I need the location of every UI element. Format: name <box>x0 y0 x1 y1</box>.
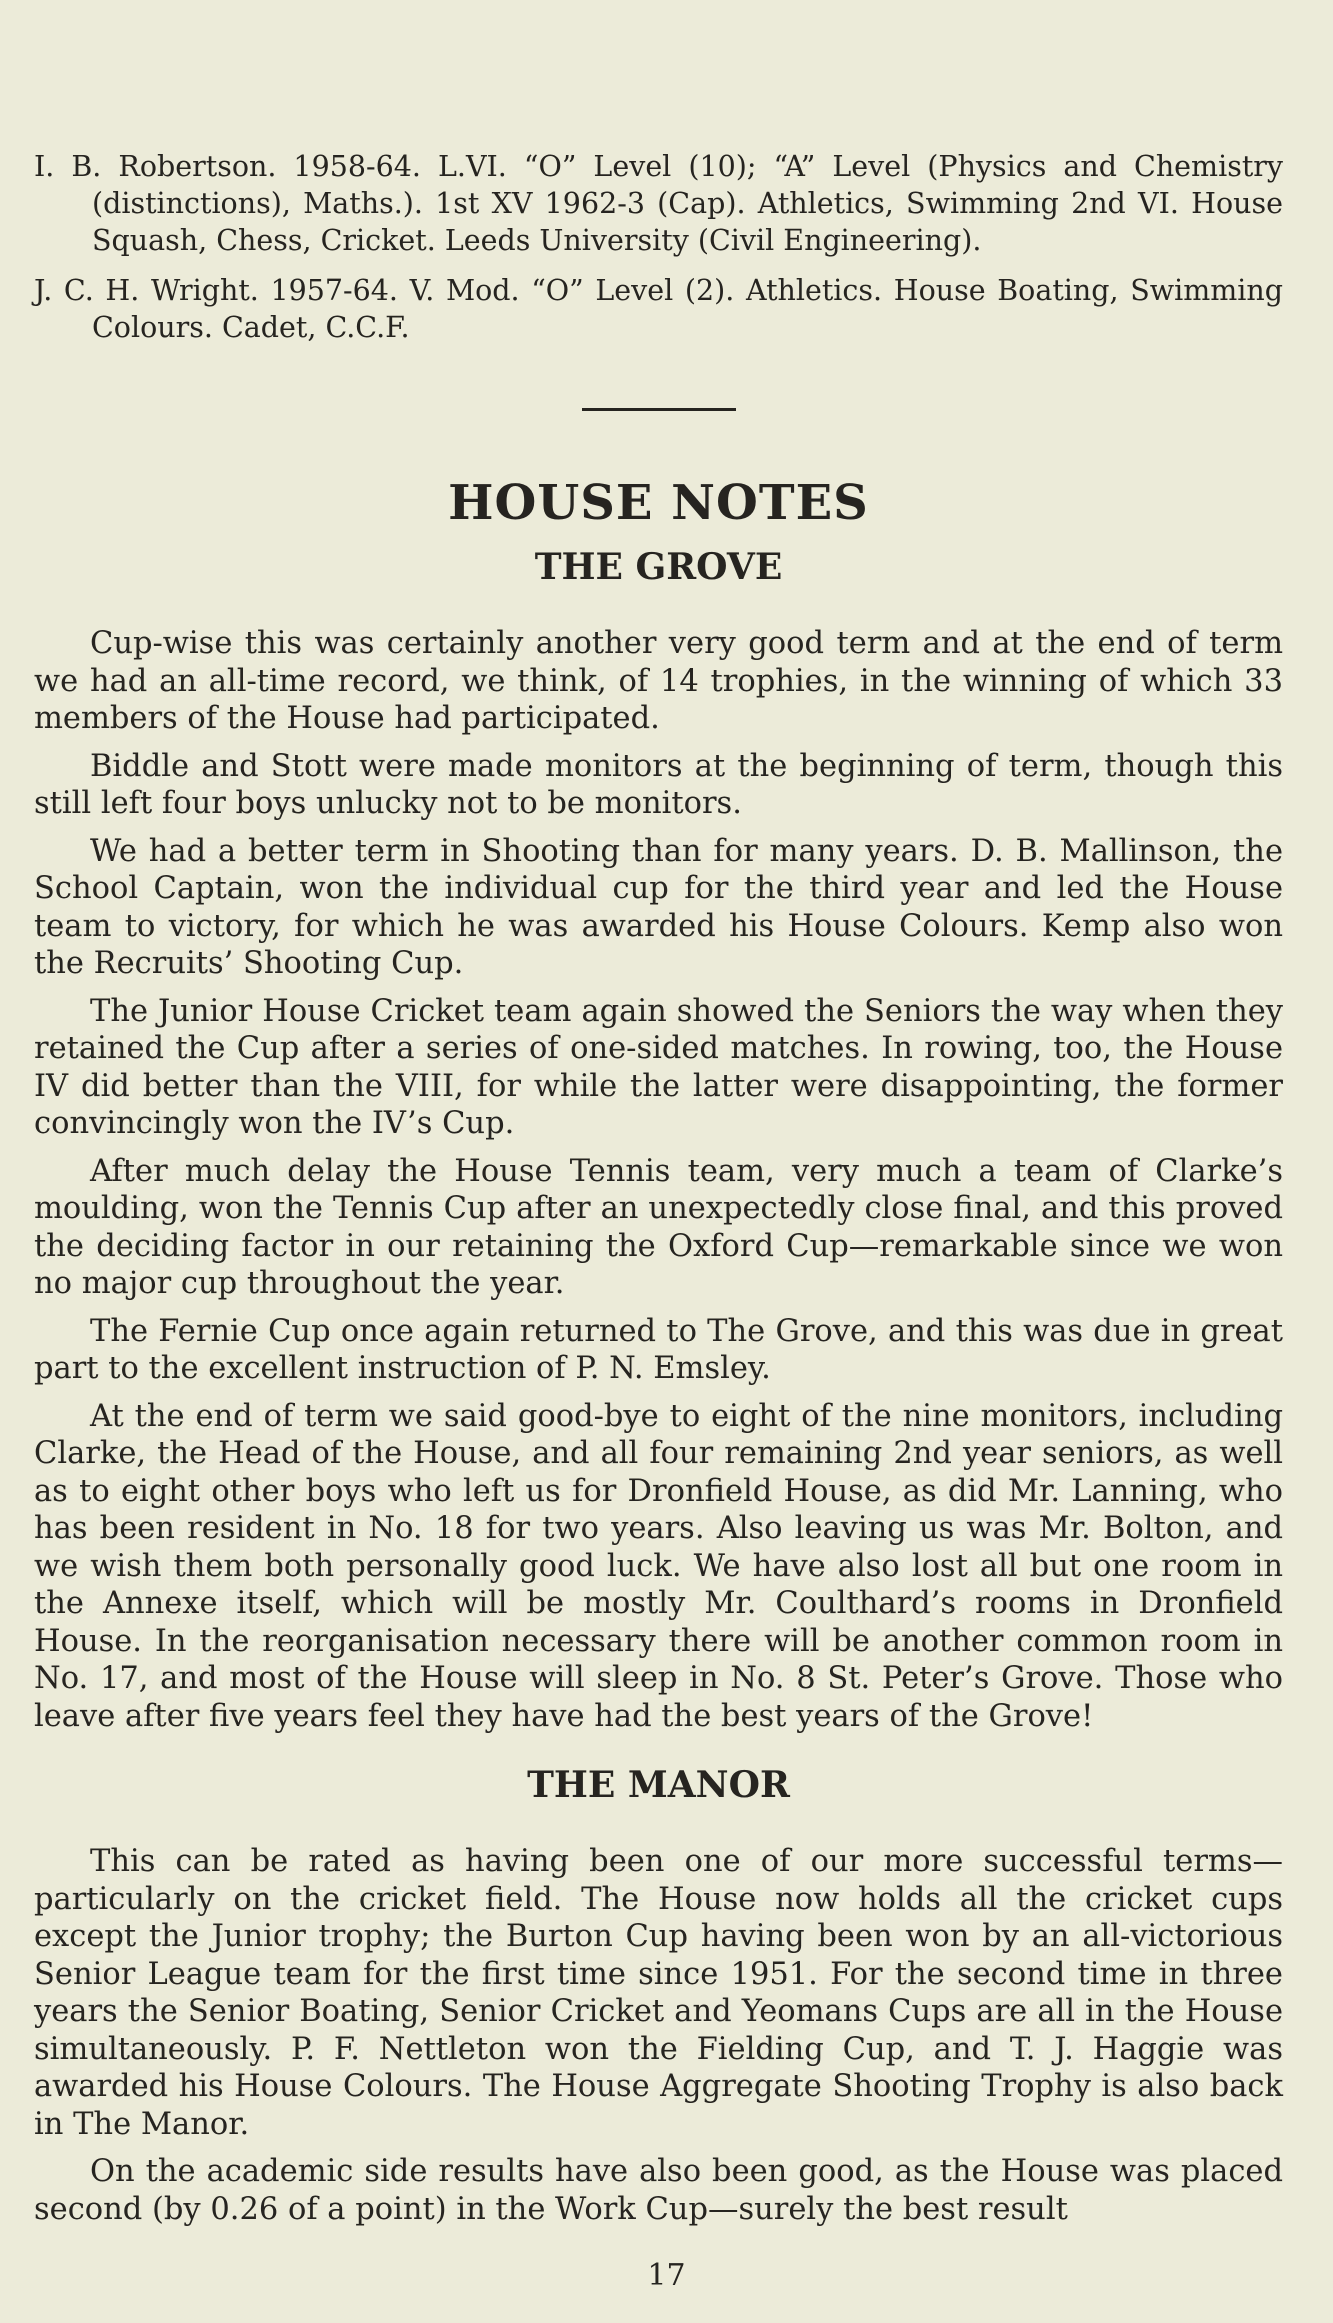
grove-paragraph: After much delay the House Tennis team, very much a team of Clarke’s moulding, won the Tennis Cup after an unexpectedly close final, and this proved the deciding factor in our retaining the Oxford Cup—remarkable since we won no major cup throughout the year. <box>34 1153 1283 1301</box>
grove-paragraph: Biddle and Stott were made monitors at the beginning of term, though this still left four boys unlucky not to be monitors. <box>34 748 1283 821</box>
manor-heading: THE MANOR <box>527 1764 790 1806</box>
grove-paragraph: The Fernie Cup once again returned to The Grove, and this was due in great part to the excellent instruction of P. N. Emsley. <box>34 1313 1283 1386</box>
section-the-manor <box>34 1763 1283 2228</box>
leaver-entry-wright: J. C. H. Wright. 1957-64. V. Mod. “O” Level (2). Athletics. House Boating, Swimming Colours. Cadet, C.C.F. <box>34 274 1283 344</box>
grove-paragraph: Cup-wise this was certainly another very good term and at the end of term we had an all-time record, we think, of 14 trophies, in the winning of which 33 members of the House had participated. <box>34 626 1283 736</box>
grove-heading: THE GROVE <box>534 546 783 588</box>
manor-paragraph: On the academic side results have also been good, as the House was placed second (by 0.26 of a point) in the Work Cup—surely the best result <box>34 2154 1283 2227</box>
manor-paragraph: This can be rated as having been one of our more successful terms—particularly on the cricket field. The House now holds all the cricket cups except the Junior trophy; the Burton Cup having been won by an all-victorious Senior League team for the first time since 1951. For the second time in three years the Senior Boating, Senior Cricket and Yeomans Cups are all in the House simultaneously. P. F. Nettleton won the Fielding Cup, and T. J. Haggie was awarded his House Colours. The House Aggregate Shooting Trophy is also back in The Manor. <box>34 1844 1283 2142</box>
section-the-grove <box>34 545 1283 1735</box>
leaver-entry-robertson: I. B. Robertson. 1958-64. L.VI. “O” Level (10); “A” Level (Physics and Chemistry (distinctions), Maths.). 1st XV 1962-3 (Cap). Athletics, Swimming 2nd VI. House Squash, Chess, Cricket. Leeds University (Civil Engineering). <box>34 150 1283 257</box>
leavers-list <box>34 148 1283 346</box>
grove-paragraph: The Junior House Cricket team again showed the Seniors the way when they retained the Cup after a series of one-sided matches. In rowing, too, the House IV did better than the VIII, for while the latter were disappointing, the former convincingly won the IV’s Cup. <box>34 993 1283 1141</box>
grove-paragraph: At the end of term we said good-bye to eight of the nine monitors, including Clarke, the Head of the House, and all four remaining 2nd year seniors, as well as to eight other boys who left us for Dronfield House, as did Mr. Lanning, who has been resident in No. 18 for two years. Also leaving us was Mr. Bolton, and we wish them both personally good luck. We have also lost all but one room in the Annexe itself, which will be mostly Mr. Coulthard’s rooms in Dronfield House. In the reorganisation necessary there will be another common room in No. 17, and most of the House will sleep in No. 8 St. Peter’s Grove. Those who leave after five years feel they have had the best years of the Grove! <box>34 1398 1283 1734</box>
grove-paragraph: We had a better term in Shooting than for many years. D. B. Mallinson, the School Captain, won the individual cup for the third year and led the House team to victory, for which he was awarded his House Colours. Kemp also won the Recruits’ Shooting Cup. <box>34 833 1283 981</box>
house-notes-title: HOUSE NOTES <box>448 475 869 531</box>
page-number: 17 <box>647 2258 686 2293</box>
section-divider <box>582 408 736 411</box>
